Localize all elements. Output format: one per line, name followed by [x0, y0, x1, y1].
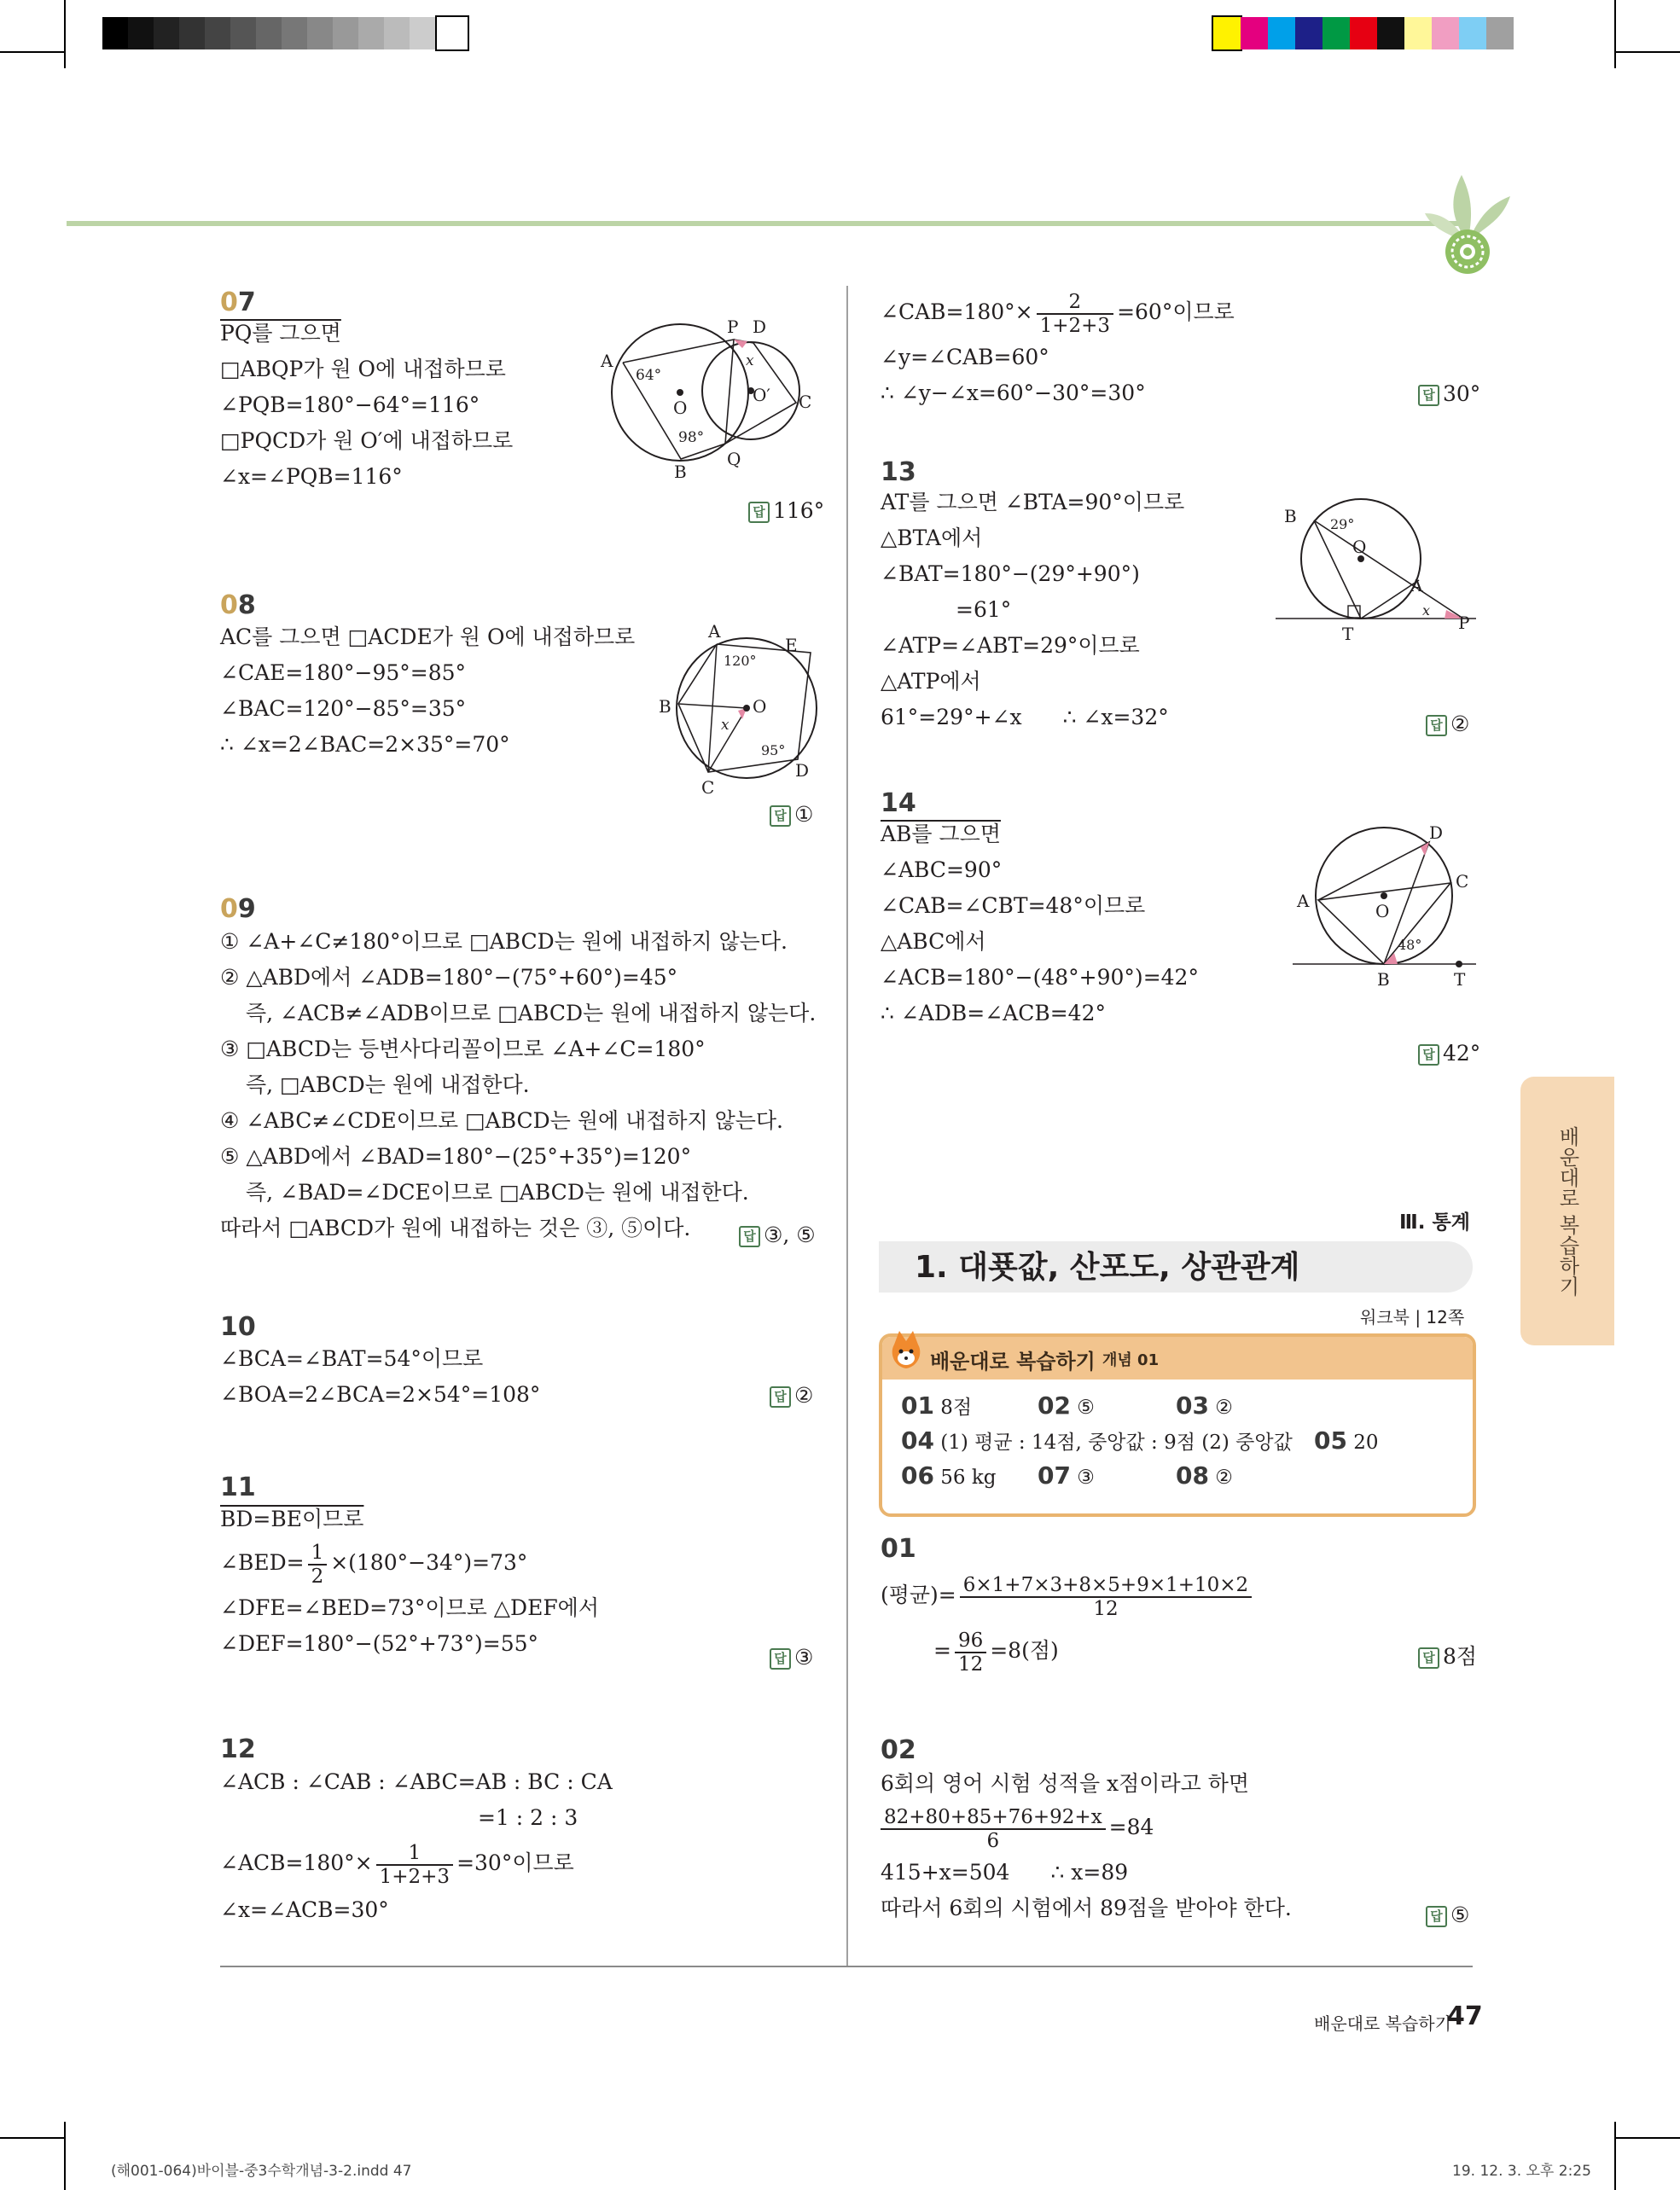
label: B	[1377, 969, 1390, 990]
review-box-title: 배운대로 복습하기	[930, 1350, 1096, 1374]
line: =1 : 2 : 3	[478, 1805, 578, 1830]
line: □ABQP가 원 O에 내접하므로	[220, 357, 506, 381]
answer-mark: 답	[1426, 1906, 1447, 1927]
line: △BTA에서	[881, 526, 983, 550]
line: △ABC에서	[881, 929, 986, 954]
review-item: 05 20	[1314, 1426, 1379, 1455]
label: T	[1342, 624, 1354, 644]
label: A	[601, 351, 613, 371]
answer-mark: 답	[1418, 1647, 1439, 1669]
label: O	[1352, 537, 1367, 557]
label: O	[753, 696, 767, 717]
line: △ATP에서	[881, 669, 981, 694]
line: ∠CAE=180°−95°=85°	[220, 660, 467, 685]
label: 120°	[724, 653, 757, 669]
label: 48°	[1398, 937, 1422, 953]
problem-10-body	[220, 1341, 540, 1413]
problem-08-number: 08	[220, 590, 256, 620]
line: ∠ACB=180°× $\frac{1}{1+2+3}$ =30°이므로	[220, 1841, 574, 1888]
problem-07-answer: 답 116°	[748, 498, 824, 523]
label: O	[673, 398, 688, 418]
line: ∴ ∠ADB=∠ACB=42°	[881, 1001, 1106, 1025]
label: Q	[727, 449, 741, 469]
header-rule	[67, 221, 1466, 226]
line: 61°=29°+∠x ∴ ∠x=32°	[881, 705, 1169, 729]
line: ∠BOA=2∠BCA=2×54°=108°	[220, 1382, 541, 1407]
line: ∠BCA=∠BAT=54°이므로	[220, 1346, 484, 1371]
review-item: 07 ③	[1038, 1461, 1095, 1490]
review-item: 06 56 kg	[901, 1461, 997, 1490]
answer-mark: 답	[1418, 385, 1439, 406]
line: =61°	[956, 597, 1012, 622]
problem-10-answer: 답 ②	[770, 1383, 813, 1408]
problem-07-body	[220, 316, 513, 495]
flower-ornament-icon	[1421, 162, 1514, 282]
label: A	[1410, 575, 1423, 595]
review-item: 04 (1) 평균 : 14점, 중앙값 : 9점 (2) 중앙값	[901, 1426, 1293, 1455]
line: 6회의 영어 시험 성적을 x점이라고 하면	[881, 1771, 1249, 1796]
label: P	[1458, 613, 1470, 633]
review-01-line-1: (평균)= $\frac{6\times 1+7\times 3+8\times 5+9\times 1+10\times 2}{12}$	[881, 1570, 1255, 1621]
review-02-body	[881, 1766, 1292, 1926]
problem-09-number: 09	[220, 894, 256, 924]
section-label: Ⅲ. 통계	[1399, 1211, 1470, 1234]
line: □PQCD가 원 O′에 내접하므로	[220, 428, 514, 453]
problem-11-body	[220, 1502, 599, 1662]
problem-12-continued	[881, 287, 1235, 411]
label: C	[799, 392, 812, 412]
answer-mark: 답	[748, 502, 770, 523]
line: ∠x=∠ACB=30°	[220, 1897, 389, 1922]
review-box-concept: 개념 01	[1102, 1351, 1160, 1369]
workbook-ref: 워크북 | 12쪽	[1360, 1307, 1465, 1327]
diagram-14	[1288, 815, 1485, 994]
line: ⑤ △ABD에서 ∠BAD=180°−(25°+35°)=120°	[220, 1144, 692, 1169]
label: B	[674, 462, 687, 482]
print-file-name: (해001-064)바이블-중3수학개념-3-2.indd 47	[111, 2163, 412, 2180]
line: ∠CAB=∠CBT=48°이므로	[881, 893, 1146, 918]
line: ④ ∠ABC≠∠CDE이므로 □ABCD는 원에 내접하지 않는다.	[220, 1108, 784, 1133]
line: 415+x=504 ∴ x=89	[881, 1860, 1129, 1885]
answer-mark: 답	[770, 1386, 791, 1408]
label: 98°	[678, 429, 705, 446]
line: 따라서 6회의 시험에서 89점을 받아야 한다.	[881, 1896, 1292, 1920]
line: ∠BAC=120°−85°=35°	[220, 696, 467, 721]
label: T	[1454, 969, 1466, 990]
review-item: 02 ⑤	[1038, 1391, 1095, 1420]
label: D	[753, 317, 767, 337]
problem-12-body	[220, 1764, 613, 1928]
line: ∠ATP=∠ABT=29°이므로	[881, 633, 1140, 658]
footer-label: 배운대로 복습하기	[1314, 2013, 1451, 2034]
review-02-number: 02	[881, 1735, 916, 1765]
problem-09-answer: 답 ③, ⑤	[739, 1223, 816, 1247]
line: AB를 그으면	[881, 822, 1001, 846]
bottom-rule	[220, 1966, 1473, 1967]
section-title: 1. 대푯값, 산포도, 상관관계	[915, 1250, 1300, 1285]
problem-13-answer: 답 ②	[1426, 712, 1469, 736]
problem-14-body	[881, 816, 1199, 1031]
review-02-answer: 답 ⑤	[1426, 1902, 1469, 1927]
line: ② △ABD에서 ∠ADB=180°−(75°+60°)=45°	[220, 965, 678, 990]
column-divider	[846, 286, 848, 1966]
problem-11-number: 11	[220, 1473, 256, 1502]
problem-14-answer: 답 42°	[1418, 1041, 1480, 1066]
diagram-13	[1276, 491, 1480, 644]
label: P	[727, 317, 739, 337]
line: ∠ACB : ∠CAB : ∠ABC=AB : BC : CA	[220, 1769, 613, 1794]
label: D	[795, 760, 810, 781]
problem-13-body	[881, 485, 1184, 735]
label: A	[708, 621, 721, 642]
review-item: 08 ②	[1176, 1461, 1233, 1490]
line: ∠CAB=180°× $\frac{2}{1+2+3}$ =60°이므로	[881, 290, 1235, 337]
review-01-answer: 답 8점	[1418, 1640, 1477, 1670]
line: 즉, □ABCD는 원에 내접한다.	[246, 1072, 530, 1097]
label: x	[721, 717, 730, 734]
label: x	[1422, 602, 1431, 619]
answer-mark: 답	[770, 1648, 791, 1670]
problem-12-answer: 답 30°	[1418, 381, 1480, 406]
label: C	[701, 777, 715, 798]
line: ∠y=∠CAB=60°	[881, 345, 1049, 369]
label: 95°	[761, 742, 786, 758]
problem-12-number: 12	[220, 1734, 256, 1764]
line: 따라서 □ABCD가 원에 내접하는 것은 ③, ⑤이다.	[220, 1216, 691, 1240]
problem-09-body	[220, 924, 816, 1246]
line: $\frac{82+80+85+76+92+x}{6}$ =84	[881, 1802, 1292, 1855]
review-row-1	[901, 1389, 1233, 1425]
line: ∴ ∠y−∠x=60°−30°=30°	[881, 380, 1146, 405]
problem-13-number: 13	[881, 457, 916, 487]
problem-11-answer: 답 ③	[770, 1645, 813, 1670]
print-date: 19. 12. 3. 오후 2:25	[1452, 2163, 1591, 2180]
problem-10-number: 10	[220, 1312, 256, 1342]
review-item: 01 8점	[901, 1391, 973, 1420]
line: BD=BE이므로	[220, 1507, 364, 1531]
line: AC를 그으면 □ACDE가 원 O에 내접하므로	[220, 624, 636, 649]
answer-mark: 답	[1418, 1044, 1439, 1066]
page-number: 47	[1447, 2001, 1483, 2031]
problem-14-number: 14	[881, 788, 916, 818]
line: PQ를 그으면	[220, 321, 341, 346]
line: ∠PQB=180°−64°=116°	[220, 392, 480, 417]
answer-mark: 답	[770, 805, 791, 827]
label: 29°	[1330, 516, 1355, 532]
label: B	[1284, 506, 1297, 526]
line: ① ∠A+∠C≠180°이므로 □ABCD는 원에 내접하지 않는다.	[220, 929, 788, 954]
label: O′	[753, 385, 770, 405]
label: O	[1375, 901, 1390, 921]
line: ∠ABC=90°	[881, 857, 1003, 882]
review-01-number: 01	[881, 1534, 916, 1564]
line: ∠ACB=180°−(48°+90°)=42°	[881, 965, 1199, 990]
line: 즉, ∠BAD=∠DCE이므로 □ABCD는 원에 내접한다.	[246, 1180, 749, 1205]
problem-08-body	[220, 619, 635, 763]
answer-mark: 답	[739, 1226, 760, 1247]
line: 즉, ∠ACB≠∠ADB이므로 □ABCD는 원에 내접하지 않는다.	[246, 1001, 817, 1025]
diagram-07	[589, 307, 828, 482]
line: ③ □ABCD는 등변사다리꼴이므로 ∠A+∠C=180°	[220, 1037, 706, 1061]
side-tab-label: 배운대로 복습하기	[1555, 1126, 1579, 1297]
line: ∠BED= $\frac{1}{2}$ ×(180°−34°)=73°	[220, 1541, 528, 1588]
fox-mascot-icon	[886, 1327, 928, 1375]
label: 64°	[636, 367, 662, 384]
diagram-08	[657, 619, 828, 798]
problem-08-answer: 답 ①	[770, 802, 813, 827]
line: ∠DFE=∠BED=73°이므로 △DEF에서	[220, 1595, 599, 1620]
label: E	[785, 635, 798, 655]
label: A	[1297, 891, 1310, 911]
review-item: 03 ②	[1176, 1391, 1233, 1420]
label: B	[659, 696, 671, 717]
line: ∠DEF=180°−(52°+73°)=55°	[220, 1631, 539, 1656]
line: ∴ ∠x=2∠BAC=2×35°=70°	[220, 732, 510, 757]
line: AT를 그으면 ∠BTA=90°이므로	[881, 490, 1185, 514]
line: ∠x=∠PQB=116°	[220, 464, 403, 489]
label: D	[1429, 822, 1444, 843]
review-row-2	[901, 1424, 1379, 1460]
answer-mark: 답	[1426, 715, 1447, 736]
review-01-line-2: = $\frac{96}{12}$ =8(점)	[933, 1629, 1059, 1676]
review-row-3	[901, 1459, 1233, 1495]
line: ∠BAT=180°−(29°+90°)	[881, 561, 1140, 586]
label: x	[746, 352, 754, 369]
label: C	[1456, 871, 1469, 892]
problem-07-number: 07	[220, 288, 256, 317]
